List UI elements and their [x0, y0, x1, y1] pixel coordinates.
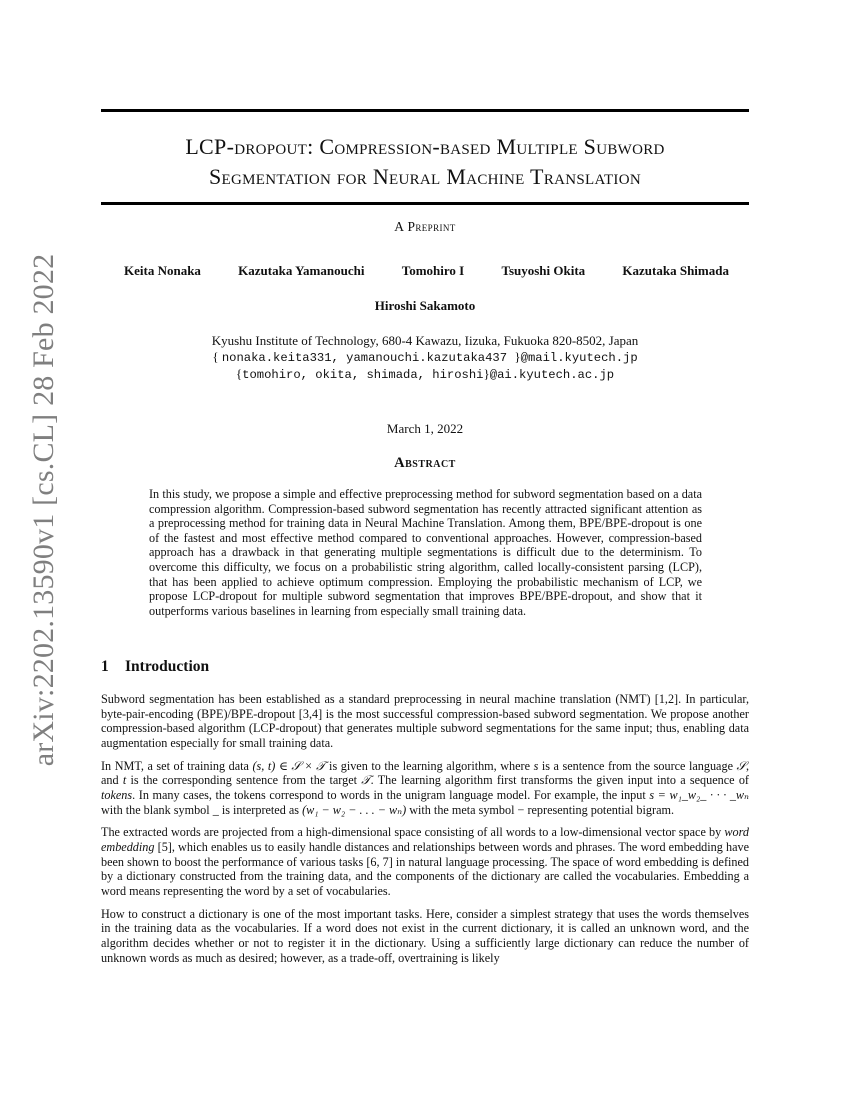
author-row — [101, 263, 749, 279]
paper-title — [101, 132, 749, 192]
preprint-label: A Preprint — [394, 219, 456, 234]
title-bottom-rule — [101, 202, 749, 205]
paper-date: March 1, 2022 — [386, 421, 464, 436]
section-number: 1 — [101, 658, 109, 675]
math-inline: (w₁ − w₂ − . . . − wₙ) — [302, 802, 407, 817]
body-text — [101, 692, 749, 973]
author-name: Kazutaka Yamanouchi — [238, 263, 365, 278]
math-inline: 𝒯 — [361, 773, 371, 788]
emphasis: word embedding — [101, 825, 749, 854]
institute: Kyushu Institute of Technology, 680-4 Kawazu, Iizuka, Fukuoka 820-8502, Japan — [211, 333, 639, 348]
paragraph-4: How to construct a dictionary is one of the most important tasks. Here, consider a simplest strategy that uses the words themselves in the training data as the vocabularies. If a word does not exist in the current dictionary, it is called an unknown word, and the algorithm decides whether or not to register it in the dictionary. Using a sufficiently large dictionary can reduce the number of unknown words as much as desired; however, as a trade-off, overtraining is likely — [101, 906, 749, 965]
section-heading — [101, 658, 749, 676]
math-inline: s = w₁_w₂_ · · · _wₙ — [649, 787, 749, 802]
author-list — [101, 263, 749, 314]
abstract-text: In this study, we propose a simple and effective preprocessing method for subword segmentation based on a data compression algorithm. Compression-based subword segmentation has recently attracted significant attention as a preprocessing method for training data in Neural Machine Translation. Among them, BPE/BPE-dropout is one of the fastest and most effective method compared to conventional approaches. However, compression-based approach has a drawback in that generating multiple segmentations is difficult due to the determinism. To overcome this difficulty, we focus on a probabilistic string algorithm, called locally-consistent parsing (LCP), that has been applied to achieve optimum compression. Employing the probabilistic mechanism of LCP, we propose LCP-dropout for multiple subword segmentation that improves BPE/BPE-dropout, and show that it outperforms various baselines in learning from especially small training data. — [149, 487, 702, 618]
title-line-1: LCP-dropout: Compression-based Multiple Subword — [185, 134, 665, 159]
math-inline: (s, t) ∈ 𝒮 × 𝒯 — [252, 758, 326, 773]
paragraph-3: The extracted words are projected from a high-dimensional space consisting of all words to a low-dimensional vector space by word embedding [5], which enables us to easily handle distances and relationships between words and phrases. The word embedding have been shown to boost the performance of various tasks [6, 7] in natural language processing. The space of word embedding is defined by a dictionary constructed from the training data, and the components of the dictionary are called the vocabularies. Embedding a word means representing the word by a set of vocabularies. — [101, 825, 749, 898]
paragraph-2: In NMT, a set of training data (s, t) ∈ 𝒮 × 𝒯 is given to the learning algorithm, where s is a sentence from the source language 𝒮, and t is the corresponding sentence from the target 𝒯. The learning algorithm first transforms the given input into a sequence of tokens. In many cases, the tokens correspond to words in the unigram language model. For example, the input s = w₁_w₂_ · · · _wₙ with the blank symbol _ is interpreted as (w₁ − w₂ − . . . − wₙ) with the meta symbol − representing potential bigram. — [101, 758, 750, 817]
email-line-1: { nonaka.keita331, yamanouchi.kazutaka437 }@mail.kyutech.jp — [212, 349, 638, 365]
author-name: Tsuyoshi Okita — [501, 263, 586, 278]
title-top-rule — [101, 109, 749, 112]
paragraph-1: Subword segmentation has been established as a standard preprocessing in neural machine translation (NMT) [1,2]. In particular, byte-pair-encoding (BPE)/BPE-dropout [3,4] is the most successful compression-based subword segmentation. We propose another compression-based algorithm (LCP-dropout) that generates multiple subword segmentations for the same input; thus, enabling data augmentation especially for small training data. — [101, 692, 749, 750]
author-name: Tomohiro I — [401, 263, 465, 278]
math-inline: 𝒮 — [736, 758, 746, 773]
arxiv-stamp: arXiv:2202.13590v1 [cs.CL] 28 Feb 2022 — [27, 253, 60, 767]
author-name: Hiroshi Sakamoto — [374, 298, 476, 313]
abstract-heading: Abstract — [394, 455, 456, 471]
section-title: Introduction — [125, 658, 210, 675]
affiliation-block — [101, 333, 749, 383]
author-name: Keita Nonaka — [124, 263, 201, 278]
author-name: Kazutaka Shimada — [622, 263, 729, 278]
math-inline: s — [533, 758, 539, 773]
title-line-2: Segmentation for Neural Machine Translation — [209, 164, 641, 189]
email-line-2: {tomohiro, okita, shimada, hiroshi}@ai.kyutech.ac.jp — [235, 366, 615, 382]
math-inline: t — [122, 773, 127, 788]
emphasis: tokens — [101, 787, 133, 802]
